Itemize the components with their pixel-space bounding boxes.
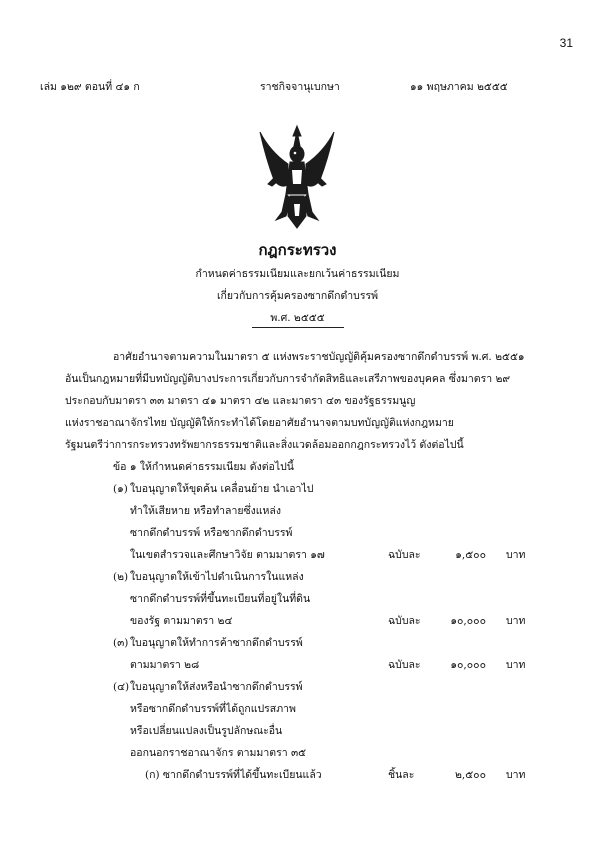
- page-number: 31: [559, 36, 573, 50]
- fee-item-line: ใบอนุญาตให้ขุดค้น เคลื่อนย้าย นำเอาไป: [130, 483, 314, 495]
- header-publication: ราชกิจจานุเบกษา: [260, 81, 340, 93]
- document-title: กฎกระทรวง: [258, 241, 337, 259]
- preamble-line: รัฐมนตรีว่าการกระทรวงทรัพยากรธรรมชาติและสิ่งแวดล้อมออกกฎกระทรวงไว้ ดังต่อไปนี้: [65, 439, 464, 451]
- fee-item-number: (๔): [113, 681, 130, 693]
- subtitle-line: เกี่ยวกับการคุ้มครองซากดึกดำบรรพ์: [216, 290, 379, 302]
- garuda-emblem-icon: [254, 124, 340, 234]
- fee-item-line: ตามมาตรา ๒๘: [130, 659, 200, 671]
- fee-item-line: ใบอนุญาตให้เข้าไปดำเนินการในแหล่ง: [130, 571, 304, 583]
- fee-item-line: ใบอนุญาตให้ส่งหรือนำซากดึกดำบรรพ์: [130, 681, 303, 693]
- fee-item-number: (๑): [113, 483, 128, 495]
- fee-subitem-label: (ก) ซากดึกดำบรรพ์ที่ได้ขึ้นทะเบียนแล้ว: [145, 769, 322, 781]
- title-divider: [252, 327, 344, 328]
- header-date: ๑๑ พฤษภาคม ๒๕๕๕: [410, 81, 508, 93]
- fee-currency: บาท: [506, 769, 526, 781]
- fee-item-line: ทำให้เสียหาย หรือทำลายซึ่งแหล่ง: [130, 505, 281, 517]
- fee-amount: ๑๐,๐๐๐: [450, 615, 486, 627]
- fee-unit: ชิ้นละ: [388, 769, 415, 781]
- preamble-line: ประกอบกับมาตรา ๓๓ มาตรา ๔๑ มาตรา ๔๒ และมาตรา ๔๓ ของรัฐธรรมนูญ: [65, 395, 416, 407]
- subtitle-year: พ.ศ. ๒๕๕๕: [270, 312, 325, 324]
- fee-item-line: ซากดึกดำบรรพ์ที่ขึ้นทะเบียนที่อยู่ในที่ดิน: [130, 593, 311, 605]
- fee-item-line: ของรัฐ ตามมาตรา ๒๔: [130, 615, 233, 627]
- header-volume: เล่ม ๑๒๙ ตอนที่ ๔๑ ก: [40, 81, 140, 93]
- fee-item-line: ซากดึกดำบรรพ์ หรือซากดึกดำบรรพ์: [130, 527, 293, 539]
- subtitle-line: กำหนดค่าธรรมเนียมและยกเว้นค่าธรรมเนียม: [195, 268, 400, 280]
- clause-1: ข้อ ๑ ให้กำหนดค่าธรรมเนียม ดังต่อไปนี้: [113, 461, 294, 473]
- preamble-line: อันเป็นกฎหมายที่มีบทบัญญัติบางประการเกี่ยวกับการจำกัดสิทธิและเสรีภาพของบุคคล ซึ่งมาตรา ๒๙: [65, 373, 511, 385]
- fee-unit: ฉบับละ: [388, 549, 421, 561]
- fee-item-number: (๒): [113, 571, 129, 583]
- fee-item-line: ออกนอกราชอาณาจักร ตามมาตรา ๓๕: [130, 747, 307, 759]
- fee-item-number: (๓): [113, 637, 129, 649]
- fee-item-line: ใบอนุญาตให้ทำการค้าซากดึกดำบรรพ์: [130, 637, 303, 649]
- fee-currency: บาท: [506, 615, 526, 627]
- fee-currency: บาท: [506, 659, 526, 671]
- fee-unit: ฉบับละ: [388, 659, 421, 671]
- fee-item-line: ในเขตสำรวจและศึกษาวิจัย ตามมาตรา ๑๗: [130, 549, 325, 561]
- fee-unit: ฉบับละ: [388, 615, 421, 627]
- fee-currency: บาท: [506, 549, 526, 561]
- fee-item-line: หรือเปลี่ยนแปลงเป็นรูปลักษณะอื่น: [130, 725, 283, 737]
- preamble-line: อาศัยอำนาจตามความในมาตรา ๕ แห่งพระราชบัญญัติคุ้มครองซากดึกดำบรรพ์ พ.ศ. ๒๕๕๑: [113, 351, 525, 363]
- fee-item-line: หรือซากดึกดำบรรพ์ที่ได้ถูกแปรสภาพ: [130, 703, 296, 715]
- preamble-line: แห่งราชอาณาจักรไทย บัญญัติให้กระทำได้โดยอาศัยอำนาจตามบทบัญญัติแห่งกฎหมาย: [65, 417, 454, 429]
- fee-amount: ๑๐,๐๐๐: [450, 659, 486, 671]
- fee-amount: ๒,๕๐๐: [454, 769, 486, 781]
- fee-amount: ๑,๕๐๐: [455, 549, 486, 561]
